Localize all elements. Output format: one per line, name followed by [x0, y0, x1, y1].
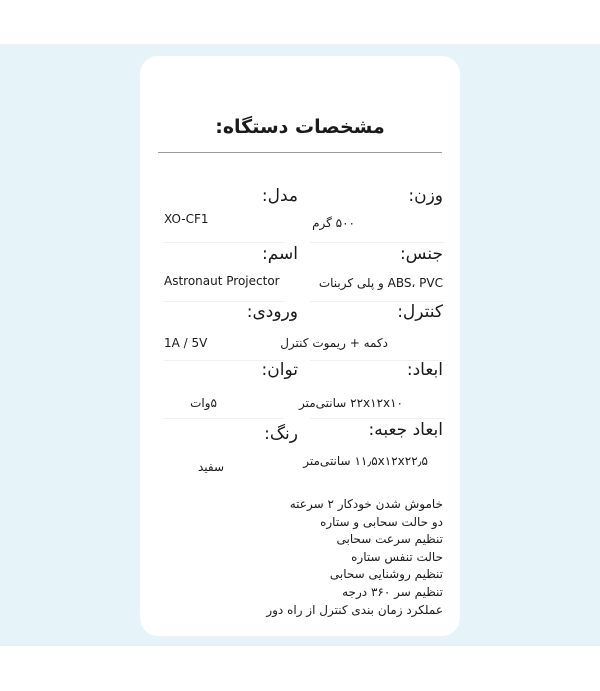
dimensions-value: ۲۲x۱۲x۱۰ سانتی‌متر: [298, 396, 403, 410]
list-item: عملکرد زمان بندی کنترل از راه دور: [266, 602, 443, 617]
name-value: Astronaut Projector: [164, 274, 280, 288]
control-value: دکمه + ریموت کنترل: [280, 336, 388, 350]
model-label: مدل:: [261, 186, 298, 206]
input-label: ورودی:: [246, 302, 298, 322]
list-item: حالت تنفس ستاره: [351, 549, 443, 564]
list-item: خاموش شدن خودکار ۲ سرعته: [289, 497, 443, 511]
power-label: توان:: [261, 360, 298, 380]
material-value: ABS، PVC و پلی کربنات: [318, 276, 443, 290]
color-label: رنگ:: [264, 424, 298, 444]
list-item: تنظیم روشنایی سحابی: [329, 567, 443, 582]
list-item: تنظیم سر ۳۶۰ درجه: [342, 584, 443, 599]
control-label: کنترل:: [397, 302, 443, 322]
weight-label: وزن:: [408, 186, 443, 206]
list-item: تنظیم سرعت سحابی: [336, 532, 443, 547]
box-dimensions-label: ابعاد جعبه:: [368, 420, 443, 440]
name-label: اسم:: [261, 244, 298, 264]
power-value: ۵وات: [190, 396, 217, 410]
list-item: دو حالت سحابی و ستاره: [320, 514, 443, 529]
cell-divider: [164, 242, 284, 243]
box-dimensions-value: ۱۱٫۵x۱۲x۲۲٫۵ سانتی‌متر: [303, 454, 428, 468]
material-label: جنس:: [399, 244, 443, 264]
cell-divider: [164, 418, 284, 419]
color-value: سفید: [197, 460, 224, 474]
cell-divider: [310, 242, 445, 243]
model-value: XO-CF1: [164, 212, 209, 226]
title-divider: [158, 152, 442, 153]
page-title: مشخصات دستگاه:: [215, 116, 385, 138]
input-value: 1A / 5V: [164, 336, 208, 350]
cell-divider: [310, 418, 445, 419]
dimensions-label: ابعاد:: [406, 360, 443, 380]
features-list: [266, 496, 443, 619]
weight-value: ۵۰۰ گرم: [312, 216, 355, 230]
spec-card: [140, 56, 460, 636]
